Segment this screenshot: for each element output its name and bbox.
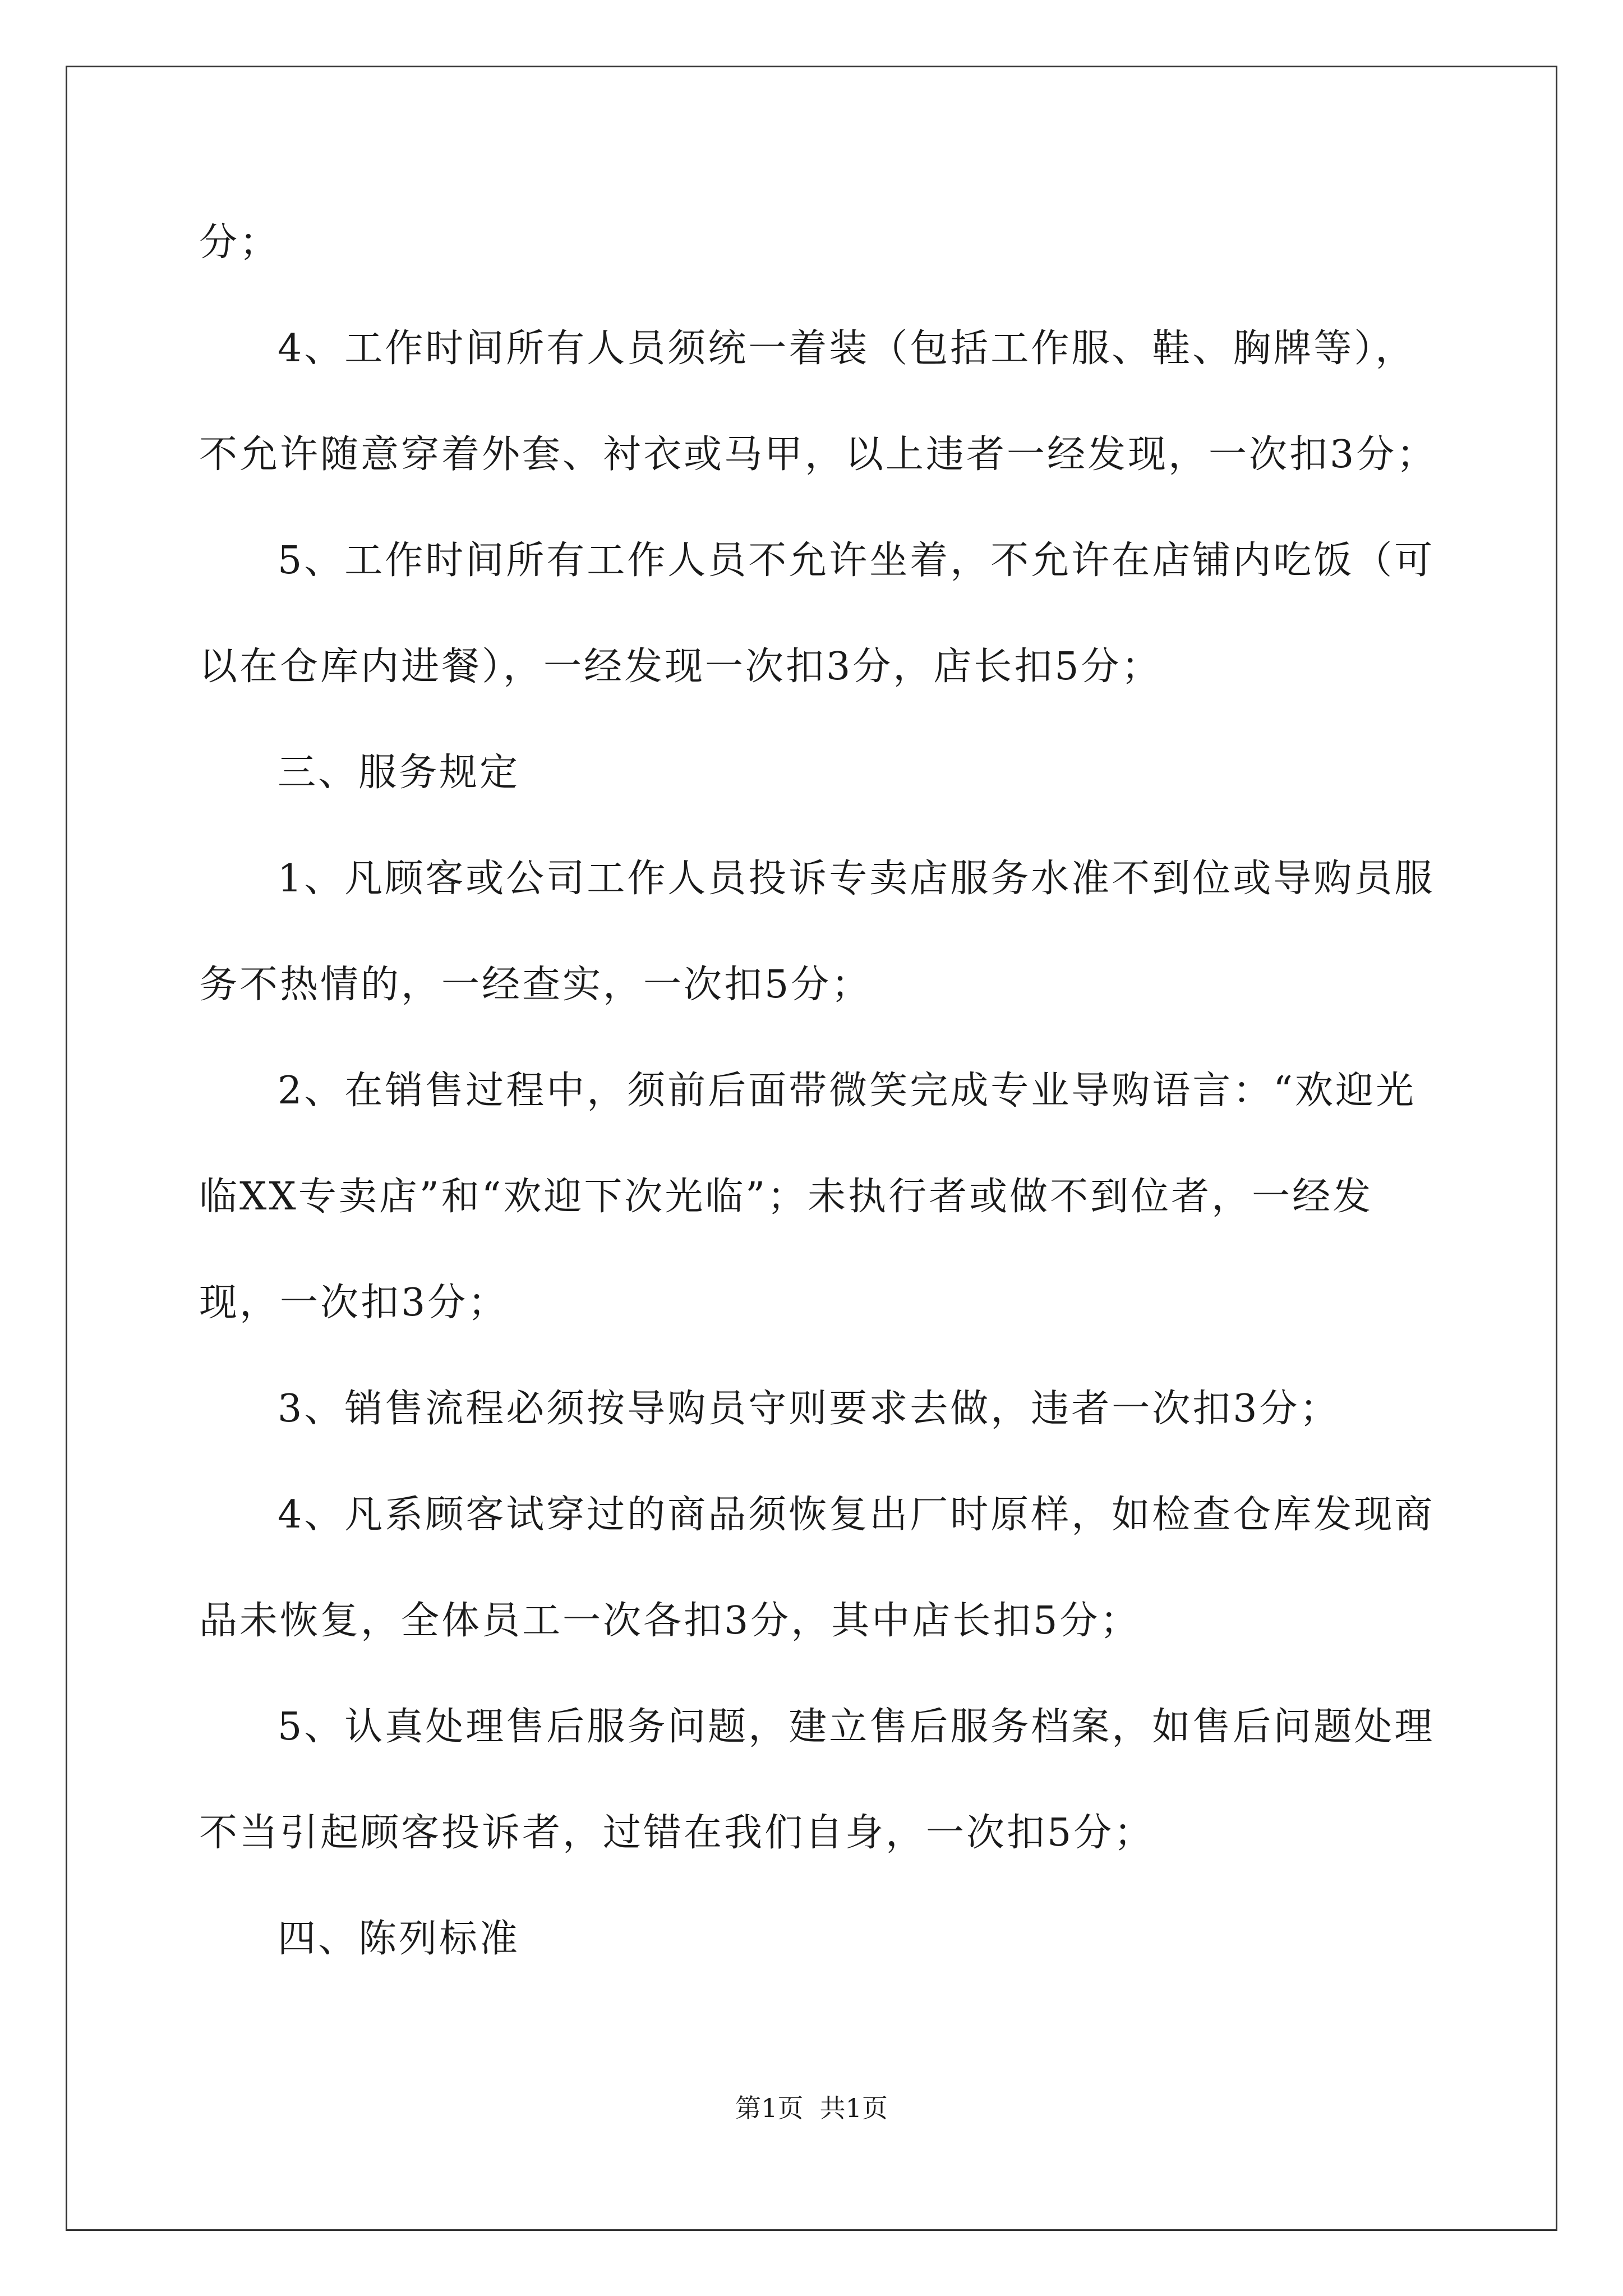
text-line: 1、凡顾客或公司工作人员投诉专卖店服务水准不到位或导购员服 xyxy=(278,857,1435,901)
document-body xyxy=(199,216,1437,1966)
text-line: 2、在销售过程中，须前后面带微笑完成专业导购语言：“欢迎光 xyxy=(278,1069,1417,1113)
text-line: 临XX专卖店”和“欢迎下次光临”；未执行者或做不到位者，一经发 xyxy=(199,1175,1373,1219)
text-line: 5、认真处理售后服务问题，建立售后服务档案，如售后问题处理 xyxy=(278,1705,1435,1749)
text-line: 不允许随意穿着外套、衬衣或马甲，以上违者一经发现，一次扣3分； xyxy=(199,432,1437,477)
text-line: 务不热情的，一经查实，一次扣5分； xyxy=(199,963,872,1007)
text-line: 以在仓库内进餐），一经发现一次扣3分，店长扣5分； xyxy=(199,645,1162,689)
text-line: 5、工作时间所有工作人员不允许坐着，不允许在店铺内吃饭（可 xyxy=(278,539,1435,583)
section-heading: 三、服务规定 xyxy=(278,751,520,795)
text-line: 4、凡系顾客试穿过的商品须恢复出厂时原样，如检查仓库发现商 xyxy=(278,1493,1435,1537)
text-line: 4、工作时间所有人员须统一着装（包括工作服、鞋、胸牌等）， xyxy=(278,326,1416,371)
text-line: 不当引起顾客投诉者，过错在我们自身，一次扣5分； xyxy=(199,1811,1155,1855)
text-line: 3、销售流程必须按导购员守则要求去做，违者一次扣3分； xyxy=(278,1387,1340,1431)
page-number-footer: 第1页 共1页 xyxy=(735,2093,888,2123)
text-line: 分； xyxy=(199,220,280,265)
section-heading: 四、陈列标准 xyxy=(278,1917,520,1961)
text-line: 品未恢复，全体员工一次各扣3分，其中店长扣5分； xyxy=(199,1599,1141,1643)
text-line: 现，一次扣3分； xyxy=(199,1281,509,1325)
